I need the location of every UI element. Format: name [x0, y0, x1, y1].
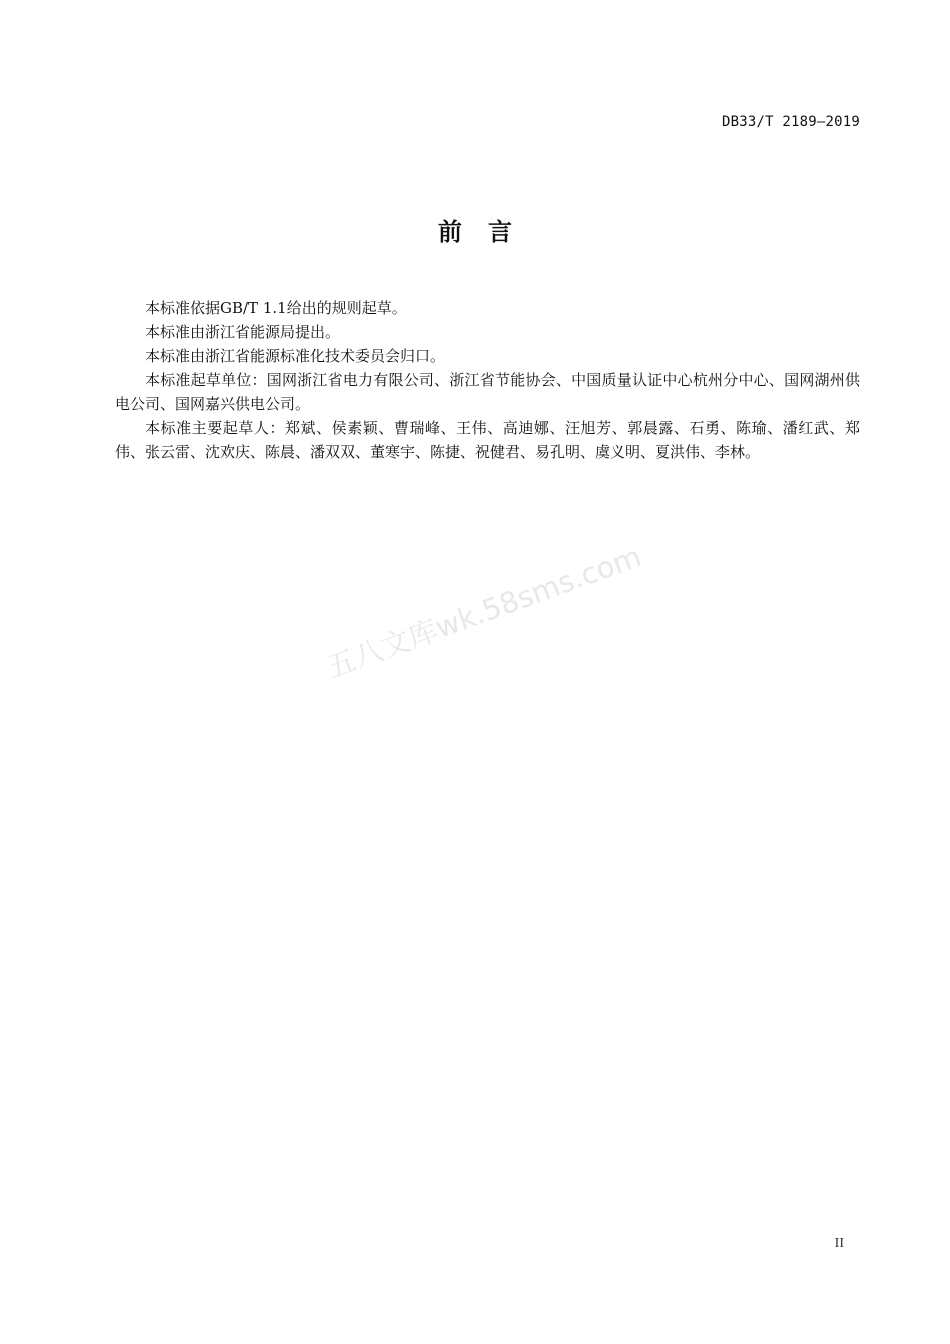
watermark: 五八文库wk.58sms.com [321, 539, 646, 685]
paragraph-drafting-units: 本标准起草单位：国网浙江省电力有限公司、浙江省节能协会、中国质量认证中心杭州分中心、国网湖州供电公司、国网嘉兴供电公司。 [115, 371, 860, 413]
page-number: II [834, 1236, 844, 1251]
paragraph-drafters: 本标准主要起草人：郑斌、侯素颖、曹瑞峰、王伟、高迪娜、汪旭芳、郭晨露、石勇、陈瑜、潘红武、郑伟、张云雷、沈欢庆、陈晨、潘双双、董寒宇、陈捷、祝健君、易孔明、虞义明、夏洪伟、李林。 [115, 419, 860, 461]
section-title: 前言 [438, 218, 538, 246]
foreword-body [115, 296, 860, 464]
standard-code: DB33/T 2189—2019 [721, 114, 860, 130]
paragraph-drafting-rules: 本标准依据GB/T 1.1给出的规则起草。 [145, 299, 407, 317]
paragraph-proposer: 本标准由浙江省能源局提出。 [145, 323, 341, 341]
paragraph-committee: 本标准由浙江省能源标准化技术委员会归口。 [145, 347, 446, 365]
